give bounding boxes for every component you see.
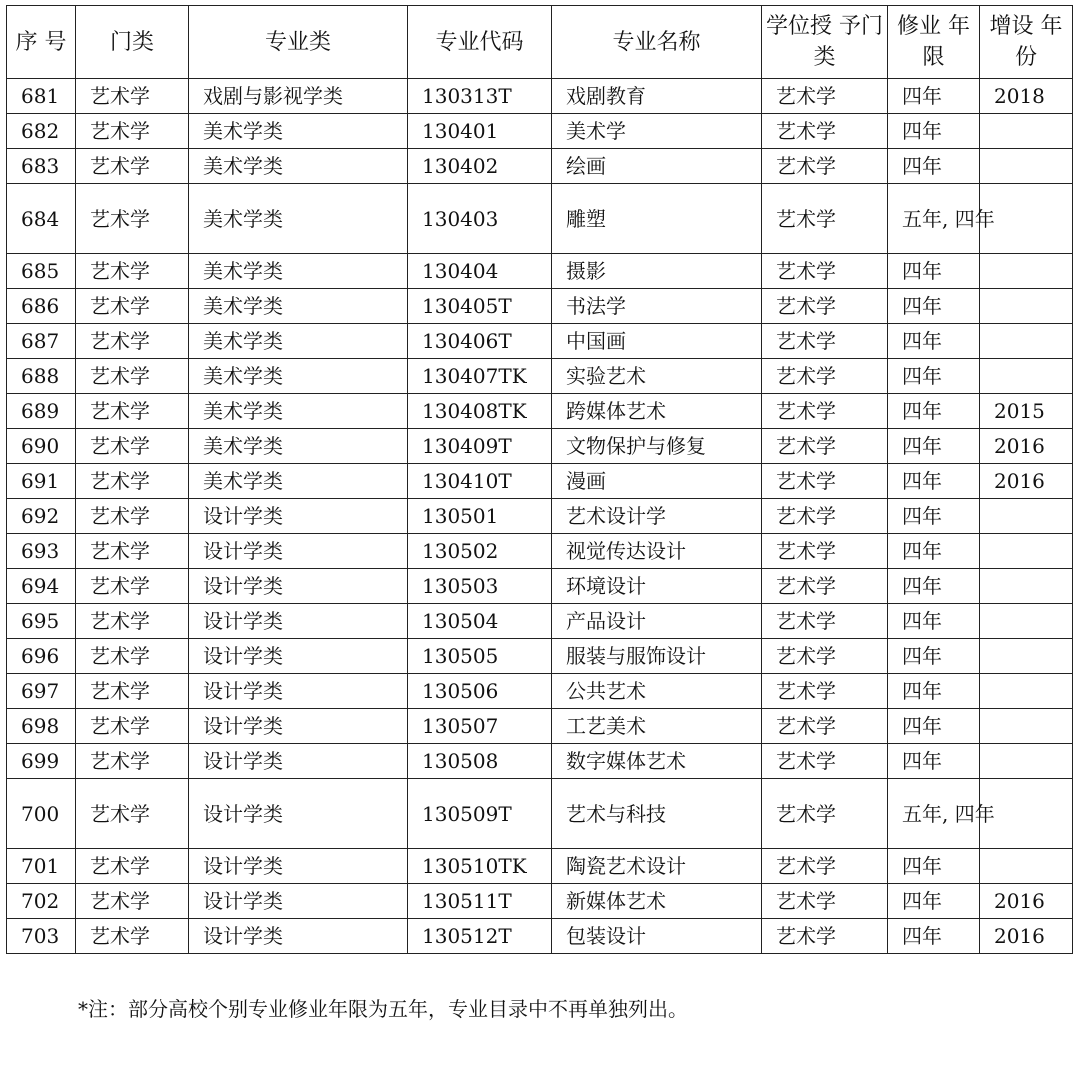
cell-code: 130511T (408, 884, 552, 919)
cell-code: 130506 (408, 674, 552, 709)
cell-degree: 艺术学 (762, 289, 888, 324)
table-row (7, 884, 1073, 919)
cell-discipline: 艺术学 (76, 429, 189, 464)
cell-seq: 689 (7, 394, 76, 429)
cell-name: 艺术设计学 (552, 499, 762, 534)
cell-name: 美术学 (552, 114, 762, 149)
table-row (7, 149, 1073, 184)
cell-year-added (980, 149, 1073, 184)
cell-year-added (980, 114, 1073, 149)
cell-name: 书法学 (552, 289, 762, 324)
table-row (7, 359, 1073, 394)
cell-name: 绘画 (552, 149, 762, 184)
cell-category: 美术学类 (189, 324, 408, 359)
cell-name: 包装设计 (552, 919, 762, 954)
cell-year-added: 2016 (980, 884, 1073, 919)
cell-year-added: 2016 (980, 464, 1073, 499)
cell-discipline: 艺术学 (76, 569, 189, 604)
cell-name: 戏剧教育 (552, 79, 762, 114)
cell-seq: 702 (7, 884, 76, 919)
cell-degree: 艺术学 (762, 569, 888, 604)
cell-duration: 四年 (888, 744, 980, 779)
cell-duration: 四年 (888, 464, 980, 499)
cell-seq: 703 (7, 919, 76, 954)
cell-discipline: 艺术学 (76, 534, 189, 569)
cell-duration: 四年 (888, 919, 980, 954)
cell-degree: 艺术学 (762, 394, 888, 429)
footnote: *注：部分高校个别专业修业年限为五年，专业目录中不再单独列出。 (78, 997, 688, 1021)
cell-degree: 艺术学 (762, 79, 888, 114)
cell-degree: 艺术学 (762, 184, 888, 254)
cell-duration: 四年 (888, 569, 980, 604)
cell-category: 美术学类 (189, 184, 408, 254)
cell-name: 漫画 (552, 464, 762, 499)
cell-category: 设计学类 (189, 919, 408, 954)
cell-category: 美术学类 (189, 289, 408, 324)
cell-name: 工艺美术 (552, 709, 762, 744)
header-row (7, 6, 1073, 79)
cell-category: 设计学类 (189, 709, 408, 744)
cell-category: 设计学类 (189, 604, 408, 639)
table-row (7, 919, 1073, 954)
cell-name: 视觉传达设计 (552, 534, 762, 569)
cell-duration: 四年 (888, 604, 980, 639)
cell-name: 公共艺术 (552, 674, 762, 709)
cell-name: 雕塑 (552, 184, 762, 254)
cell-seq: 698 (7, 709, 76, 744)
cell-code: 130405T (408, 289, 552, 324)
cell-code: 130504 (408, 604, 552, 639)
cell-category: 设计学类 (189, 884, 408, 919)
cell-category: 设计学类 (189, 569, 408, 604)
table-row (7, 849, 1073, 884)
table-row (7, 569, 1073, 604)
cell-category: 美术学类 (189, 429, 408, 464)
cell-duration: 四年 (888, 709, 980, 744)
cell-name: 文物保护与修复 (552, 429, 762, 464)
cell-seq: 681 (7, 79, 76, 114)
cell-duration: 四年 (888, 149, 980, 184)
cell-discipline: 艺术学 (76, 849, 189, 884)
cell-duration: 四年 (888, 429, 980, 464)
cell-degree: 艺术学 (762, 499, 888, 534)
cell-discipline: 艺术学 (76, 639, 189, 674)
cell-year-added (980, 569, 1073, 604)
cell-degree: 艺术学 (762, 674, 888, 709)
cell-seq: 687 (7, 324, 76, 359)
cell-category: 设计学类 (189, 674, 408, 709)
header-code: 专业代码 (408, 6, 552, 79)
cell-discipline: 艺术学 (76, 464, 189, 499)
cell-degree: 艺术学 (762, 324, 888, 359)
table-header (7, 6, 1073, 79)
cell-duration: 四年 (888, 114, 980, 149)
cell-duration: 四年 (888, 884, 980, 919)
cell-discipline: 艺术学 (76, 254, 189, 289)
cell-seq: 688 (7, 359, 76, 394)
cell-duration: 四年 (888, 499, 980, 534)
cell-code: 130503 (408, 569, 552, 604)
cell-code: 130508 (408, 744, 552, 779)
cell-year-added (980, 744, 1073, 779)
cell-year-added: 2016 (980, 919, 1073, 954)
cell-degree: 艺术学 (762, 884, 888, 919)
cell-seq: 696 (7, 639, 76, 674)
cell-degree: 艺术学 (762, 149, 888, 184)
table-row (7, 254, 1073, 289)
cell-duration: 四年 (888, 324, 980, 359)
cell-year-added (980, 534, 1073, 569)
cell-duration: 五年, 四年 (888, 184, 980, 254)
table-row (7, 534, 1073, 569)
cell-code: 130505 (408, 639, 552, 674)
cell-name: 实验艺术 (552, 359, 762, 394)
cell-year-added (980, 499, 1073, 534)
cell-discipline: 艺术学 (76, 499, 189, 534)
cell-category: 美术学类 (189, 359, 408, 394)
cell-discipline: 艺术学 (76, 744, 189, 779)
cell-discipline: 艺术学 (76, 114, 189, 149)
cell-code: 130507 (408, 709, 552, 744)
cell-name: 数字媒体艺术 (552, 744, 762, 779)
cell-category: 美术学类 (189, 149, 408, 184)
cell-year-added (980, 324, 1073, 359)
table-row (7, 464, 1073, 499)
cell-year-added: 2018 (980, 79, 1073, 114)
cell-name: 产品设计 (552, 604, 762, 639)
table-row (7, 114, 1073, 149)
cell-name: 中国画 (552, 324, 762, 359)
cell-seq: 690 (7, 429, 76, 464)
cell-year-added: 2015 (980, 394, 1073, 429)
cell-category: 戏剧与影视学类 (189, 79, 408, 114)
header-seq: 序 号 (7, 6, 76, 79)
cell-name: 艺术与科技 (552, 779, 762, 849)
cell-seq: 701 (7, 849, 76, 884)
header-degree: 学位授 予门类 (762, 6, 888, 79)
table-row (7, 779, 1073, 849)
cell-year-added (980, 359, 1073, 394)
cell-discipline: 艺术学 (76, 779, 189, 849)
cell-code: 130501 (408, 499, 552, 534)
cell-degree: 艺术学 (762, 849, 888, 884)
cell-duration: 四年 (888, 254, 980, 289)
major-catalog-table (6, 5, 1073, 954)
header-duration: 修业 年限 (888, 6, 980, 79)
cell-code: 130313T (408, 79, 552, 114)
cell-discipline: 艺术学 (76, 604, 189, 639)
table-row (7, 289, 1073, 324)
cell-category: 美术学类 (189, 394, 408, 429)
table-row (7, 604, 1073, 639)
cell-seq: 694 (7, 569, 76, 604)
table-body (7, 79, 1073, 954)
cell-year-added (980, 639, 1073, 674)
cell-degree: 艺术学 (762, 464, 888, 499)
cell-code: 130403 (408, 184, 552, 254)
cell-code: 130401 (408, 114, 552, 149)
table-row (7, 709, 1073, 744)
cell-name: 服装与服饰设计 (552, 639, 762, 674)
cell-discipline: 艺术学 (76, 79, 189, 114)
cell-discipline: 艺术学 (76, 674, 189, 709)
table-row (7, 184, 1073, 254)
cell-seq: 686 (7, 289, 76, 324)
cell-year-added (980, 289, 1073, 324)
cell-code: 130509T (408, 779, 552, 849)
cell-category: 设计学类 (189, 639, 408, 674)
cell-discipline: 艺术学 (76, 394, 189, 429)
cell-code: 130402 (408, 149, 552, 184)
cell-year-added (980, 674, 1073, 709)
cell-seq: 693 (7, 534, 76, 569)
cell-duration: 四年 (888, 359, 980, 394)
cell-year-added (980, 709, 1073, 744)
cell-degree: 艺术学 (762, 639, 888, 674)
cell-year-added (980, 604, 1073, 639)
header-year-added: 增设 年份 (980, 6, 1073, 79)
cell-name: 环境设计 (552, 569, 762, 604)
cell-duration: 四年 (888, 849, 980, 884)
cell-seq: 691 (7, 464, 76, 499)
cell-code: 130510TK (408, 849, 552, 884)
table-row (7, 394, 1073, 429)
cell-degree: 艺术学 (762, 604, 888, 639)
cell-seq: 683 (7, 149, 76, 184)
cell-category: 设计学类 (189, 499, 408, 534)
cell-degree: 艺术学 (762, 919, 888, 954)
cell-discipline: 艺术学 (76, 709, 189, 744)
table-row (7, 639, 1073, 674)
cell-code: 130404 (408, 254, 552, 289)
cell-seq: 695 (7, 604, 76, 639)
cell-code: 130407TK (408, 359, 552, 394)
table-row (7, 429, 1073, 464)
cell-year-added: 2016 (980, 429, 1073, 464)
cell-category: 设计学类 (189, 534, 408, 569)
cell-discipline: 艺术学 (76, 919, 189, 954)
cell-year-added (980, 254, 1073, 289)
cell-degree: 艺术学 (762, 779, 888, 849)
cell-seq: 700 (7, 779, 76, 849)
cell-code: 130502 (408, 534, 552, 569)
cell-duration: 四年 (888, 639, 980, 674)
cell-category: 美术学类 (189, 114, 408, 149)
cell-code: 130410T (408, 464, 552, 499)
header-discipline: 门类 (76, 6, 189, 79)
table-row (7, 324, 1073, 359)
cell-category: 设计学类 (189, 849, 408, 884)
cell-name: 新媒体艺术 (552, 884, 762, 919)
cell-seq: 692 (7, 499, 76, 534)
cell-degree: 艺术学 (762, 254, 888, 289)
cell-discipline: 艺术学 (76, 289, 189, 324)
cell-code: 130512T (408, 919, 552, 954)
cell-duration: 四年 (888, 394, 980, 429)
cell-duration: 四年 (888, 674, 980, 709)
cell-discipline: 艺术学 (76, 324, 189, 359)
cell-seq: 684 (7, 184, 76, 254)
cell-discipline: 艺术学 (76, 884, 189, 919)
cell-name: 陶瓷艺术设计 (552, 849, 762, 884)
cell-seq: 699 (7, 744, 76, 779)
table-row (7, 674, 1073, 709)
cell-degree: 艺术学 (762, 744, 888, 779)
cell-name: 摄影 (552, 254, 762, 289)
cell-category: 设计学类 (189, 744, 408, 779)
cell-seq: 697 (7, 674, 76, 709)
table-row (7, 499, 1073, 534)
cell-seq: 685 (7, 254, 76, 289)
cell-category: 美术学类 (189, 254, 408, 289)
cell-degree: 艺术学 (762, 709, 888, 744)
cell-code: 130406T (408, 324, 552, 359)
header-name: 专业名称 (552, 6, 762, 79)
cell-degree: 艺术学 (762, 429, 888, 464)
cell-discipline: 艺术学 (76, 184, 189, 254)
cell-duration: 五年, 四年 (888, 779, 980, 849)
cell-duration: 四年 (888, 289, 980, 324)
cell-year-added (980, 849, 1073, 884)
table-row (7, 744, 1073, 779)
cell-code: 130408TK (408, 394, 552, 429)
cell-category: 美术学类 (189, 464, 408, 499)
cell-discipline: 艺术学 (76, 149, 189, 184)
cell-degree: 艺术学 (762, 534, 888, 569)
cell-code: 130409T (408, 429, 552, 464)
cell-duration: 四年 (888, 534, 980, 569)
cell-duration: 四年 (888, 79, 980, 114)
header-category: 专业类 (189, 6, 408, 79)
cell-discipline: 艺术学 (76, 359, 189, 394)
cell-degree: 艺术学 (762, 359, 888, 394)
cell-category: 设计学类 (189, 779, 408, 849)
cell-seq: 682 (7, 114, 76, 149)
table-row (7, 79, 1073, 114)
cell-degree: 艺术学 (762, 114, 888, 149)
cell-name: 跨媒体艺术 (552, 394, 762, 429)
